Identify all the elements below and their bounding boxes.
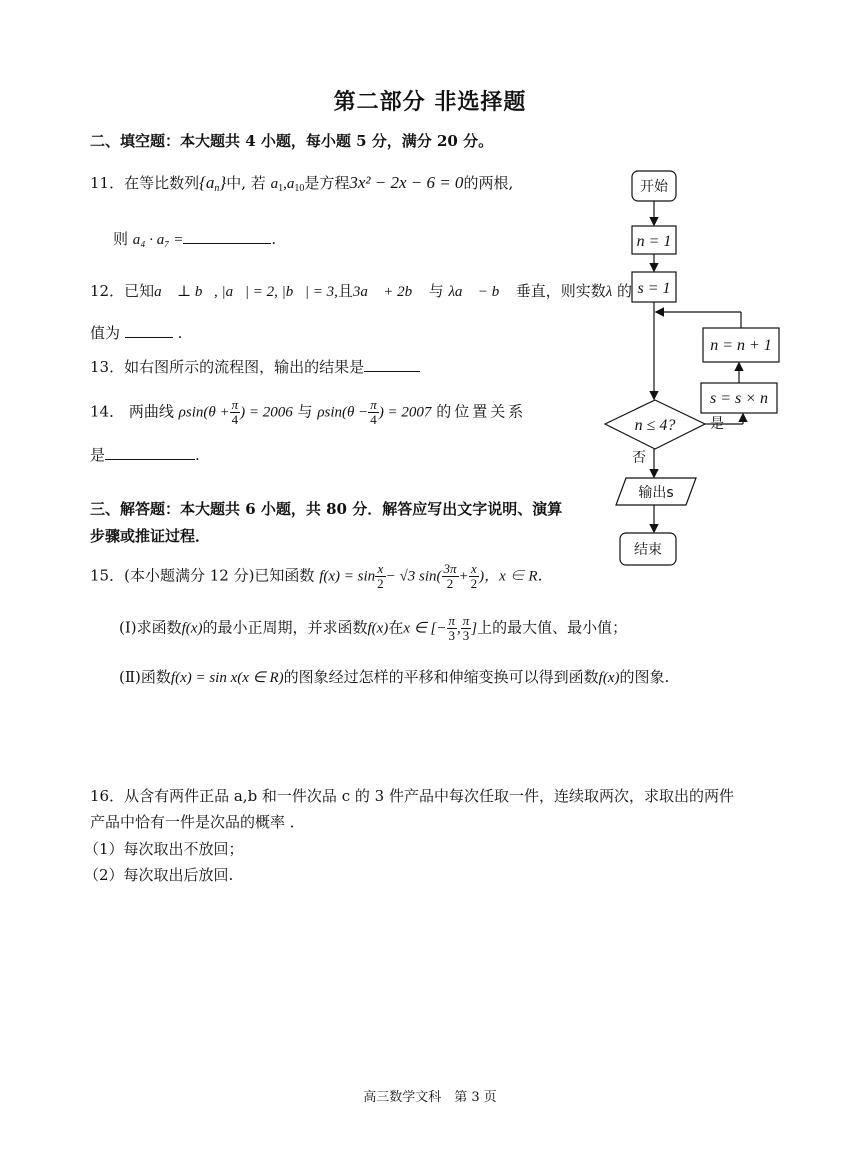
question-15-part2: (Ⅱ)函数f(x) = sin x(x ∈ R)的图象经过怎样的平移和伸缩变换可以得到函数f(x)的图象. bbox=[119, 668, 670, 686]
question-14: 14． 两曲线 ρsin(θ + $\frac{\pi}{4}$ ) = 2006 与 ρsin(θ − $\frac{\pi}{4}$ ) = 2007 的位置关系 bbox=[90, 397, 527, 427]
flow-no-label: 否 bbox=[632, 450, 646, 466]
answer-blank-11[interactable] bbox=[183, 229, 271, 244]
q11-equation: 3x² − 2x − 6 = 0 bbox=[349, 173, 464, 192]
flowchart bbox=[600, 160, 790, 580]
page-title: 第二部分 非选择题 bbox=[333, 89, 527, 115]
question-12: 12．已知a⃗ ⊥ b⃗, |a⃗| = 2, |b⃗| = 3,且3a⃗ + 2b⃗ 与 λa⃗ − b⃗ 垂直，则实数λ 的 bbox=[90, 282, 632, 300]
question-15-part1: (Ⅰ)求函数f(x)的最小正周期，并求函数f(x)在x ∈ [− $\frac{\pi}{3}$ , $\frac{\pi}{3}$ ]上的最大值、最小值； bbox=[119, 613, 628, 643]
section2-heading: 二、填空题：本大题共 4 小题，每小题 5 分，满分 20 分。 bbox=[90, 132, 494, 150]
question-16-item1: （1）每次取出不放回； bbox=[84, 840, 244, 858]
section3-heading-line2: 步骤或推证过程． bbox=[90, 527, 211, 545]
section3-heading-line1: 三、解答题：本大题共 6 小题，共 80 分．解答应写出文字说明、演算 bbox=[90, 500, 563, 518]
flow-output-label: 输出s bbox=[638, 485, 674, 501]
flow-update-s-label: s = s × n bbox=[709, 390, 769, 407]
question-11-line2: 则 a₄ · a₇ = . bbox=[113, 230, 277, 248]
answer-blank-12[interactable] bbox=[125, 323, 173, 338]
question-13: 13．如右图所示的流程图，输出的结果是 bbox=[90, 356, 420, 377]
flow-init-n-label: n = 1 bbox=[636, 233, 672, 250]
question-16: 16．从含有两件正品 a,b 和一件次品 c 的 3 件产品中每次任取一件，连续取两次，求取出的两件 bbox=[90, 787, 734, 805]
flow-start-label: 开始 bbox=[640, 179, 668, 195]
question-11: 11．在等比数列$\{a_n\}$中, 若 $a_1,a_{10}$是方程3x² − 2x − 6 = 0的两根, bbox=[90, 173, 514, 194]
flow-init-s-label: s = 1 bbox=[637, 280, 671, 297]
question-15: 15．(本小题满分 12 分)已知函数 f(x) = sin $\frac{x}{2}$ − √3 sin( $\frac{3\pi}{2}$ + $\frac{x}{2}$ )，x ∈ R． bbox=[90, 561, 553, 591]
question-14-line2: 是 . bbox=[90, 446, 200, 464]
flow-condition-label: n ≤ 4? bbox=[634, 417, 676, 434]
flow-update-n-label: n = n + 1 bbox=[710, 337, 772, 354]
flow-end-label: 结束 bbox=[634, 542, 662, 558]
question-16-item2: （2）每次取出后放回. bbox=[84, 866, 234, 884]
page-footer: 高三数学文科 第 3 页 bbox=[363, 1090, 497, 1105]
flow-yes-label: 是 bbox=[710, 416, 724, 432]
question-16-line2: 产品中恰有一件是次品的概率 ． bbox=[90, 813, 305, 831]
answer-blank-13[interactable] bbox=[364, 357, 420, 372]
q11-number: 11． bbox=[90, 174, 125, 192]
answer-blank-14[interactable] bbox=[105, 445, 195, 460]
question-12-line2: 值为 . bbox=[90, 324, 183, 342]
